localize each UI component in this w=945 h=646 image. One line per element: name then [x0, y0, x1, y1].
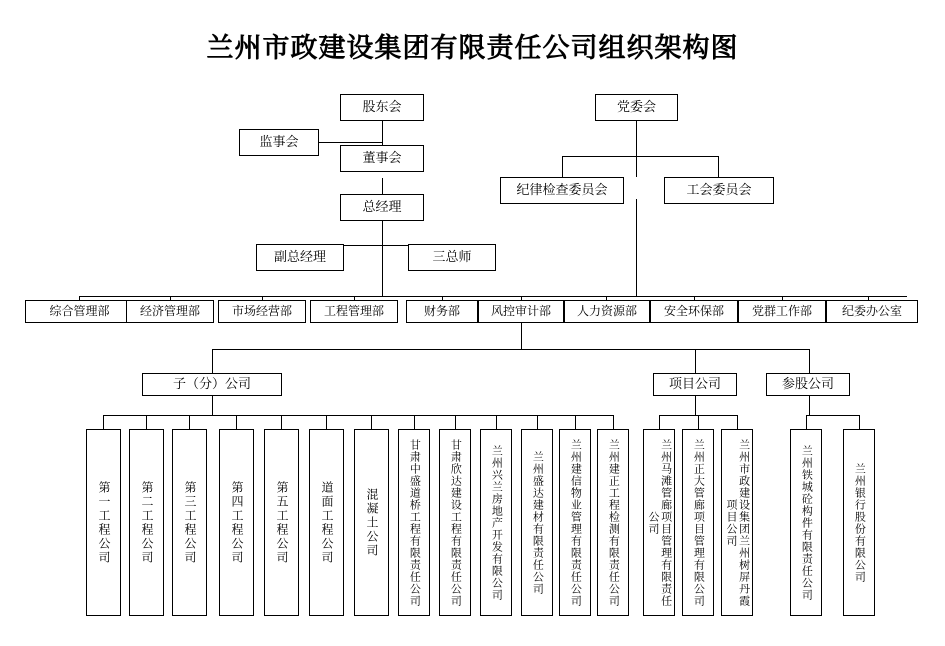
- connector-discipline-stub: [562, 156, 563, 177]
- connector-project-child-3: [737, 415, 738, 429]
- connector-sub-child-4: [236, 415, 237, 429]
- node-board-of-supervisors[interactable]: 监事会: [239, 129, 319, 156]
- connector-equity-child-2: [859, 415, 860, 429]
- node-subsidiary-group[interactable]: 子（分）公司: [142, 373, 282, 396]
- connector-equity-bar: [806, 415, 859, 416]
- node-discipline-inspection-committee[interactable]: 纪律检查委员会: [500, 177, 624, 204]
- equity-box-1[interactable]: 兰州银行股份有限公司: [843, 429, 875, 616]
- dept-label-9: 纪委办公室: [841, 303, 902, 318]
- project-box-0[interactable]: 兰州马滩管廊项目管理有限责任公司: [643, 429, 675, 616]
- connector-sub-down: [212, 395, 213, 415]
- connector-sub-child-6: [326, 415, 327, 429]
- connector-sub-child-11: [537, 415, 538, 429]
- connector-sub-stub: [212, 349, 213, 373]
- dept-box-5[interactable]: 风控审计部: [478, 300, 564, 323]
- connector-gm-trunk: [382, 221, 383, 296]
- node-equity-company-group[interactable]: 参股公司: [766, 373, 850, 396]
- subsidiary-box-8[interactable]: 甘肃欣达建设工程有限责任公司: [439, 429, 471, 616]
- connector-sub-child-3: [189, 415, 190, 429]
- connector-sub-child-12: [575, 415, 576, 429]
- subsidiary-box-9[interactable]: 兰州兴兰房地产开发有限公司: [480, 429, 512, 616]
- node-party-committee[interactable]: 党委会: [595, 94, 678, 121]
- dept-box-0[interactable]: 综合管理部: [25, 300, 134, 323]
- connector-company-bar: [212, 349, 809, 350]
- subsidiary-box-11[interactable]: 兰州建信物业管理有限责任公司: [559, 429, 591, 616]
- subsidiary-box-2[interactable]: 第三工程公司: [172, 429, 207, 616]
- dept-box-7[interactable]: 安全环保部: [650, 300, 738, 323]
- subsidiary-box-12[interactable]: 兰州建正工程检测有限责任公司: [597, 429, 629, 616]
- dept-box-8[interactable]: 党群工作部: [738, 300, 826, 323]
- dept-box-6[interactable]: 人力资源部: [564, 300, 650, 323]
- connector-board-gm: [382, 178, 383, 195]
- connector-sub-child-9: [455, 415, 456, 429]
- project-box-1[interactable]: 兰州正大管廊项目管理有限公司: [682, 429, 714, 616]
- node-three-chief-engineers[interactable]: 三总师: [408, 244, 496, 271]
- dept-box-4[interactable]: 财务部: [406, 300, 478, 323]
- connector-equity-child-1: [806, 415, 807, 429]
- connector-party-down: [636, 115, 637, 177]
- subsidiary-box-5[interactable]: 道面工程公司: [309, 429, 344, 616]
- connector-project-down: [695, 395, 696, 415]
- subsidiary-box-0[interactable]: 第一工程公司: [86, 429, 121, 616]
- connector-sub-child-10: [496, 415, 497, 429]
- node-board-of-directors[interactable]: 董事会: [340, 145, 424, 172]
- connector-equity-down: [809, 395, 810, 415]
- dept-box-2[interactable]: 市场经营部: [218, 300, 306, 323]
- connector-supervisors-board: [319, 142, 382, 143]
- subsidiary-box-7[interactable]: 甘肃中盛道桥工程有限责任公司: [398, 429, 430, 616]
- project-box-2[interactable]: 兰州市政建设集团兰州树屏丹霞项目公司: [721, 429, 753, 616]
- equity-box-0[interactable]: 兰州铁城砼构件有限责任公司: [790, 429, 822, 616]
- connector-dept-to-companies: [521, 323, 522, 349]
- connector-sub-child-8: [414, 415, 415, 429]
- subsidiary-box-6[interactable]: 混凝土公司: [354, 429, 389, 616]
- connector-sub-child-7: [371, 415, 372, 429]
- connector-sub-child-1: [103, 415, 104, 429]
- dept-box-3[interactable]: 工程管理部: [310, 300, 398, 323]
- connector-sub-child-13: [613, 415, 614, 429]
- connector-equity-stub: [809, 349, 810, 373]
- subsidiary-box-10[interactable]: 兰州盛达建材有限责任公司: [521, 429, 553, 616]
- connector-sub-child-2: [146, 415, 147, 429]
- subsidiary-box-4[interactable]: 第五工程公司: [264, 429, 299, 616]
- connector-party-bar: [562, 156, 718, 157]
- connector-sub-child-5: [281, 415, 282, 429]
- node-deputy-general-manager[interactable]: 副总经理: [256, 244, 344, 271]
- node-labor-union-committee[interactable]: 工会委员会: [664, 177, 774, 204]
- page-title: 兰州市政建设集团有限责任公司组织架构图: [206, 33, 739, 63]
- subsidiary-box-1[interactable]: 第二工程公司: [129, 429, 164, 616]
- subsidiary-box-3[interactable]: 第四工程公司: [219, 429, 254, 616]
- connector-project-child-1: [659, 415, 660, 429]
- node-general-manager[interactable]: 总经理: [340, 194, 424, 221]
- node-project-company-group[interactable]: 项目公司: [653, 373, 737, 396]
- connector-project-child-2: [698, 415, 699, 429]
- dept-box-1[interactable]: 经济管理部: [126, 300, 214, 323]
- connector-union-stub: [718, 156, 719, 177]
- dept-box-9[interactable]: [826, 300, 918, 323]
- node-shareholders-meeting[interactable]: 股东会: [340, 94, 424, 121]
- connector-project-stub: [695, 349, 696, 373]
- connector-party-to-dept: [636, 199, 637, 296]
